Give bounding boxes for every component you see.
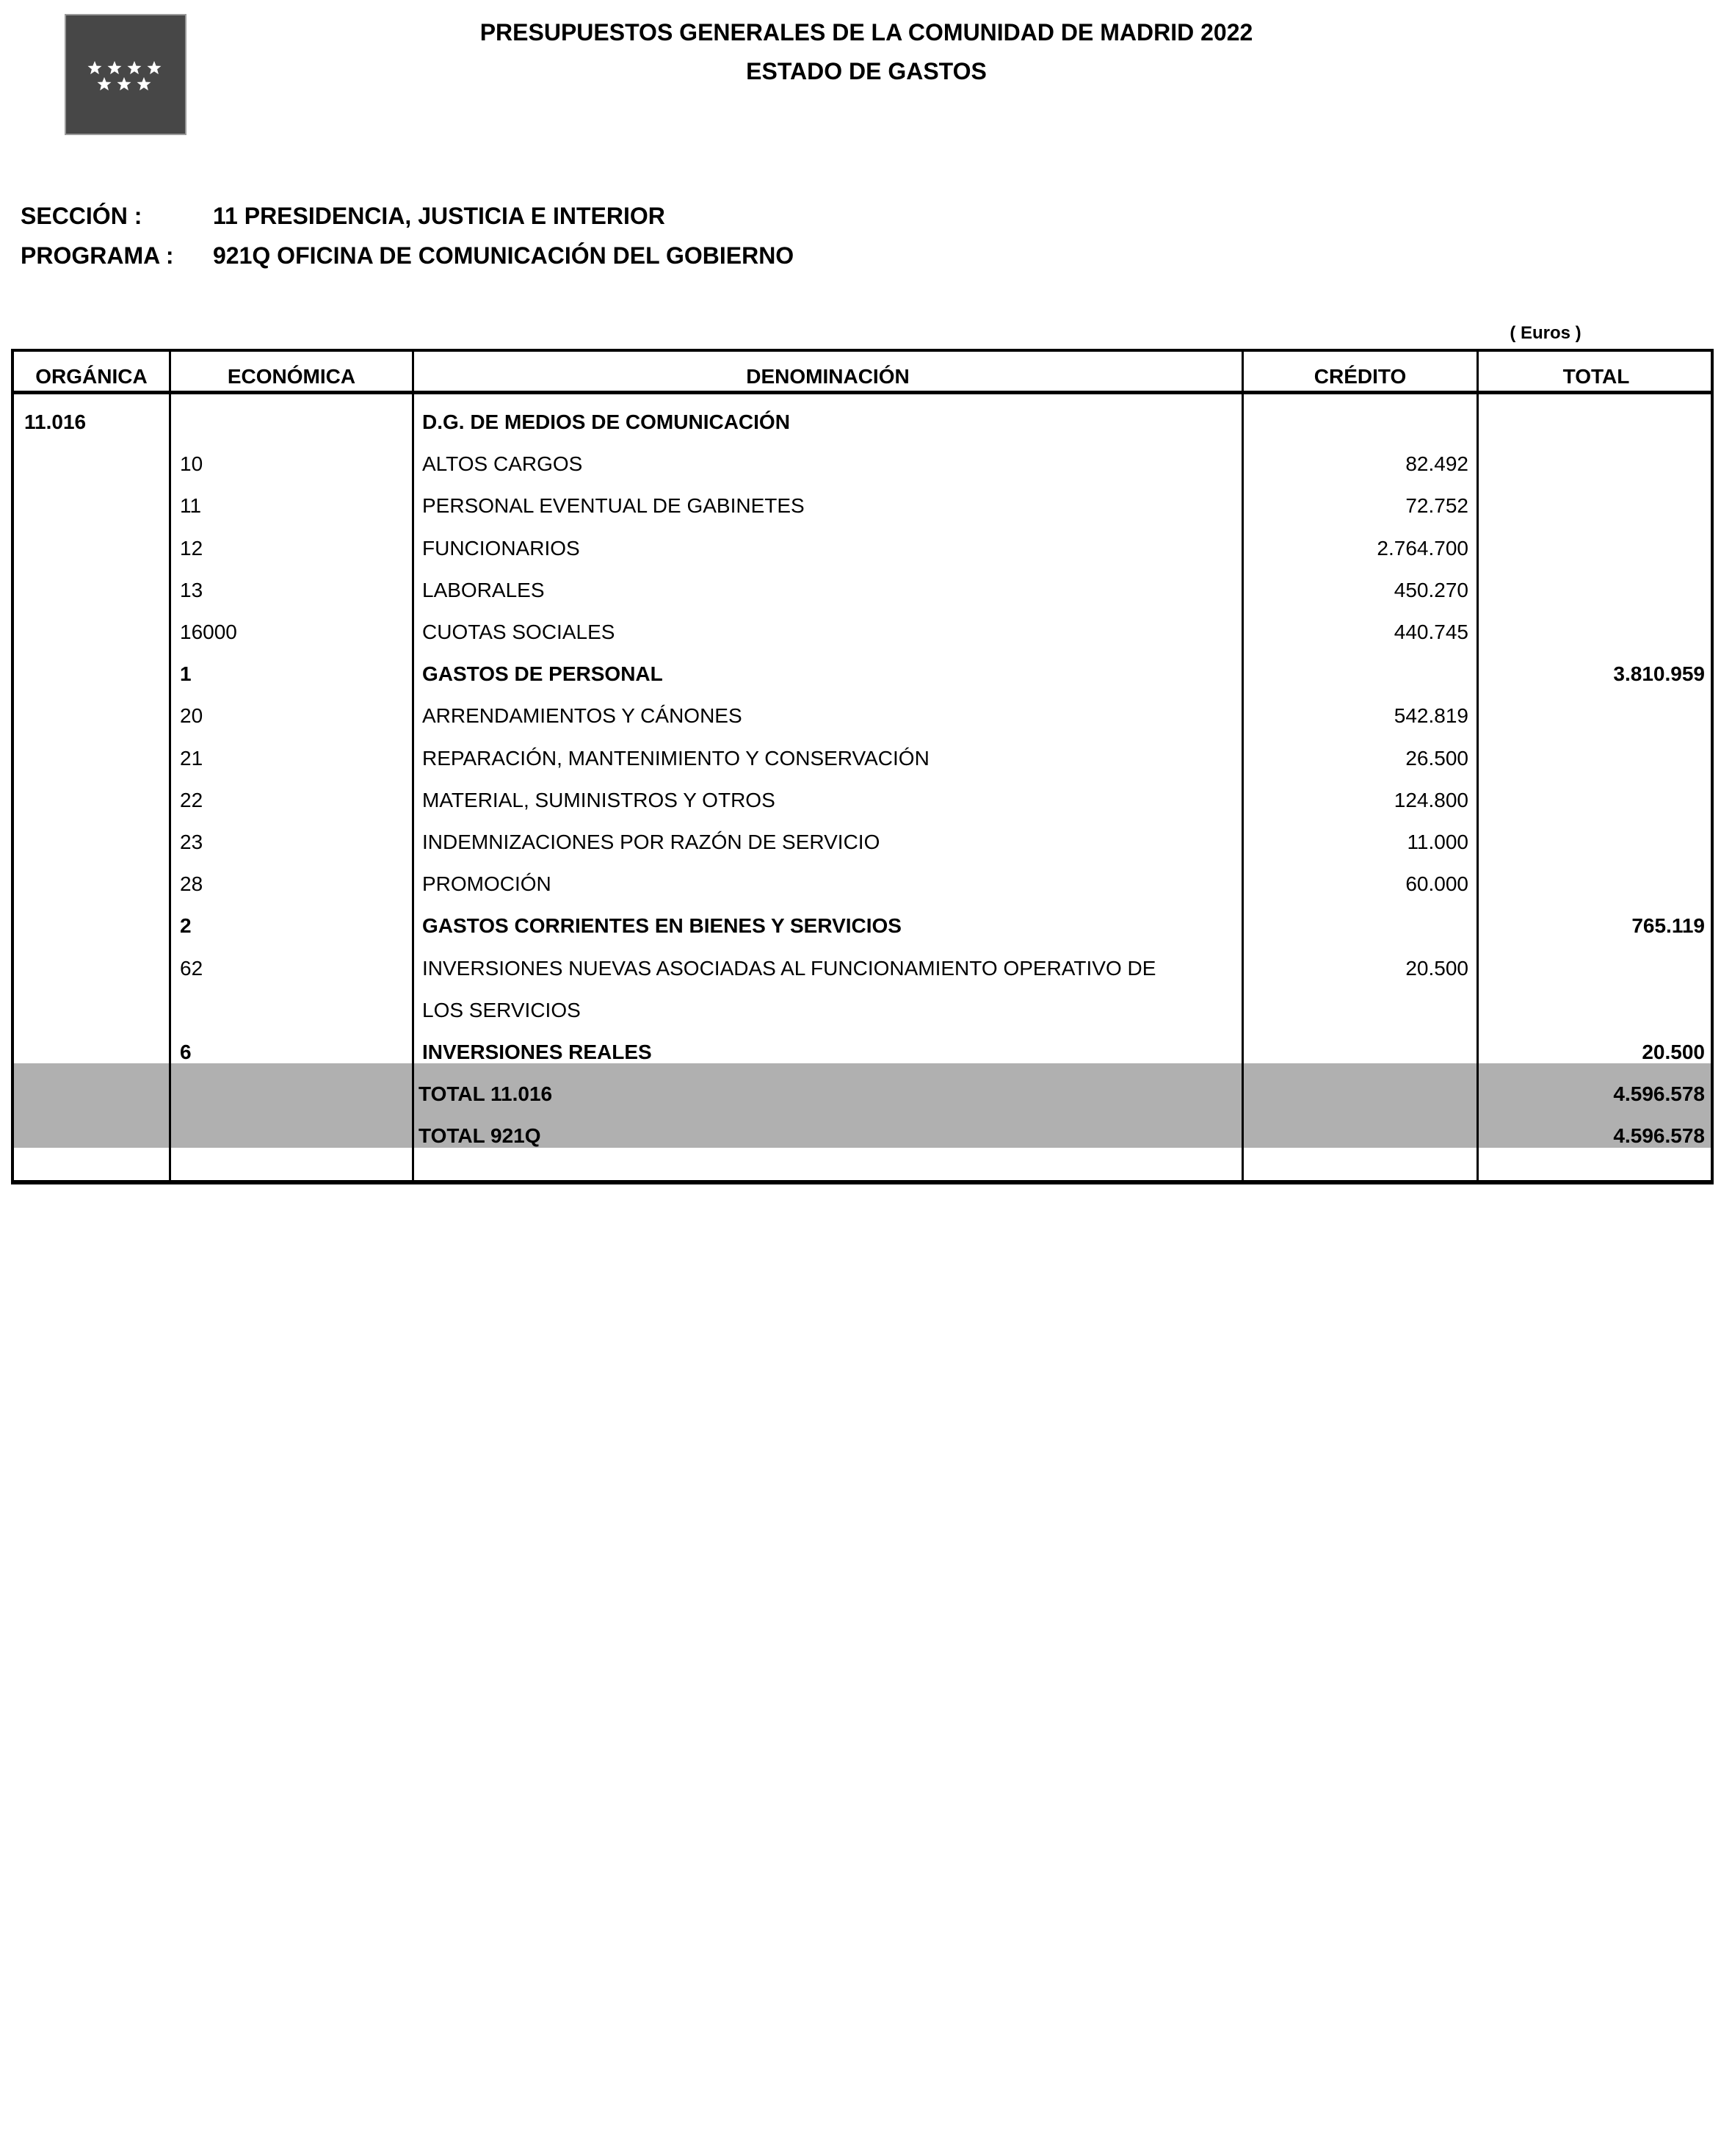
credito-cell: 60.000: [1405, 872, 1468, 896]
programa-value: 921Q OFICINA DE COMUNICACIÓN DEL GOBIERNO: [213, 242, 794, 269]
total-cell: 765.119: [1631, 914, 1705, 938]
denominacion-cell: ALTOS CARGOS: [422, 452, 583, 476]
credito-cell: 450.270: [1394, 578, 1468, 601]
credito-cell: 542.819: [1394, 704, 1468, 728]
document-subtitle: ESTADO DE GASTOS: [746, 58, 987, 84]
denominacion-cell: LABORALES: [422, 578, 545, 601]
header-economica: ECONÓMICA: [227, 365, 356, 388]
denominacion-cell-continued: LOS SERVICIOS: [422, 998, 581, 1021]
units-label: ( Euros ): [1510, 323, 1581, 343]
denominacion-cell: TOTAL 921Q: [419, 1124, 541, 1148]
denominacion-cell: D.G. DE MEDIOS DE COMUNICACIÓN: [422, 410, 790, 433]
economica-cell: 2: [180, 914, 192, 938]
column-divider: [412, 352, 414, 1180]
economica-cell: 28: [180, 872, 203, 896]
organica-cell: 11.016: [24, 410, 87, 433]
column-divider: [1477, 352, 1479, 1180]
total-cell: 3.810.959: [1613, 662, 1705, 686]
denominacion-cell: ARRENDAMIENTOS Y CÁNONES: [422, 704, 742, 728]
budget-table: [11, 349, 1714, 1184]
denominacion-cell: GASTOS DE PERSONAL: [422, 662, 663, 686]
credito-cell: 2.764.700: [1377, 536, 1468, 560]
stars-icon: [66, 15, 185, 134]
totals-shading: [14, 1063, 1711, 1148]
economica-cell: 11: [180, 494, 202, 518]
economica-cell: 12: [180, 536, 203, 560]
economica-cell: 21: [180, 746, 203, 770]
total-cell: 20.500: [1642, 1041, 1705, 1063]
programa-label: PROGRAMA :: [21, 242, 174, 269]
total-cell: 4.596.578: [1613, 1124, 1705, 1148]
total-cell: 4.596.578: [1613, 1082, 1705, 1106]
header-credito: CRÉDITO: [1314, 365, 1407, 388]
economica-cell: 1: [180, 662, 192, 686]
denominacion-cell: PERSONAL EVENTUAL DE GABINETES: [422, 494, 805, 518]
economica-cell: 20: [180, 704, 203, 728]
credito-cell: 82.492: [1405, 452, 1468, 476]
credito-cell: 440.745: [1394, 621, 1468, 643]
denominacion-cell: CUOTAS SOCIALES: [422, 621, 615, 643]
credito-cell: 26.500: [1405, 746, 1468, 770]
economica-cell: 13: [180, 578, 203, 601]
denominacion-cell: INVERSIONES REALES: [422, 1041, 652, 1063]
denominacion-cell: MATERIAL, SUMINISTROS Y OTROS: [422, 788, 775, 811]
column-divider: [169, 352, 171, 1180]
economica-cell: 22: [180, 788, 203, 811]
denominacion-cell: TOTAL 11.016: [419, 1082, 553, 1106]
economica-cell: 10: [180, 452, 203, 476]
credito-cell: 11.000: [1407, 831, 1468, 853]
denominacion-cell: REPARACIÓN, MANTENIMIENTO Y CONSERVACIÓN: [422, 746, 930, 770]
denominacion-cell: PROMOCIÓN: [422, 872, 551, 896]
column-divider: [1242, 352, 1244, 1180]
comunidad-madrid-logo: [65, 14, 186, 135]
denominacion-cell: INDEMNIZACIONES POR RAZÓN DE SERVICIO: [422, 831, 880, 853]
header-divider: [14, 391, 1711, 394]
economica-cell: 16000: [180, 621, 237, 643]
seccion-label: SECCIÓN :: [21, 203, 142, 229]
seccion-value: 11 PRESIDENCIA, JUSTICIA E INTERIOR: [213, 203, 665, 229]
document-title: PRESUPUESTOS GENERALES DE LA COMUNIDAD DE MADRID 2022: [479, 19, 1253, 46]
economica-cell: 6: [180, 1041, 192, 1063]
economica-cell: 23: [180, 831, 203, 853]
header-denominacion: DENOMINACIÓN: [746, 365, 910, 388]
credito-cell: 124.800: [1394, 788, 1468, 811]
denominacion-cell: INVERSIONES NUEVAS ASOCIADAS AL FUNCIONAMIENTO OPERATIVO DE: [422, 956, 1156, 980]
credito-cell: 72.752: [1405, 494, 1468, 518]
denominacion-cell: FUNCIONARIOS: [422, 536, 580, 560]
denominacion-cell: GASTOS CORRIENTES EN BIENES Y SERVICIOS: [422, 914, 902, 938]
economica-cell: 62: [180, 956, 203, 980]
header-total: TOTAL: [1562, 365, 1630, 388]
header-organica: ORGÁNICA: [35, 365, 148, 388]
credito-cell: 20.500: [1405, 956, 1468, 980]
